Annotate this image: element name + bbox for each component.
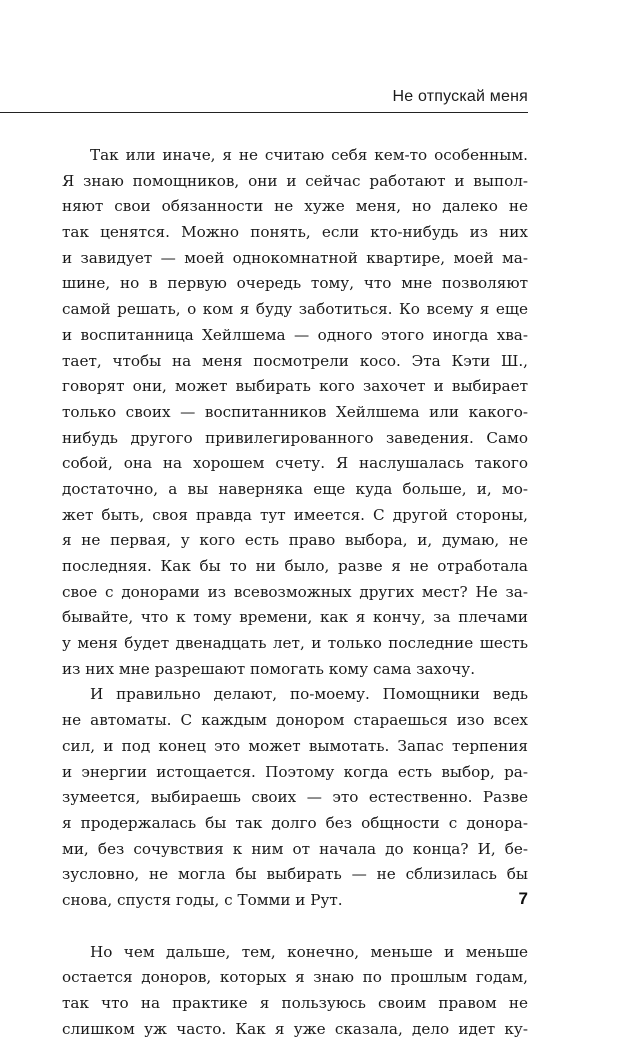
- text-line: и воспитанница Хейлшема — одного этого иногда хва-: [62, 325, 528, 344]
- text-line: слишком уж часто. Как я уже сказала, дело идет ку-: [62, 1019, 528, 1038]
- text-line: ми, без сочувствия к ним от начала до конца? И, бе-: [62, 839, 528, 858]
- section-break: [62, 914, 528, 940]
- text-line: тает, чтобы на меня посмотрели косо. Эта Кэти Ш.,: [62, 351, 528, 370]
- text-line: говорят они, может выбирать кого захочет и выбирает: [62, 377, 528, 396]
- text-line: у меня будет двенадцать лет, и только последние шесть: [62, 634, 528, 653]
- text-line: собой, она на хорошем счету. Я наслушалась такого: [62, 454, 528, 473]
- text-line: Но чем дальше, тем, конечно, меньше и меньше: [90, 942, 528, 961]
- text-line: последняя. Как бы то ни было, разве я не отработала: [62, 557, 528, 575]
- text-line: не автоматы. С каждым донором стараешься изо всех: [62, 711, 528, 730]
- running-header: [0, 72, 528, 113]
- page-body: [62, 143, 528, 1042]
- text-line: самой решать, о ком я буду заботиться. Ко всему я еще: [62, 300, 528, 319]
- paragraph-1: [62, 143, 528, 682]
- text-line: свое с донорами из всевозможных других мест? Не за-: [62, 582, 528, 601]
- text-line: только своих — воспитанников Хейлшема или какого-: [62, 402, 528, 421]
- text-line: няют свои обязанности не хуже меня, но далеко не: [62, 197, 528, 216]
- page-number: 7: [518, 889, 528, 908]
- text-line: так ценятся. Можно понять, если кто-нибудь из них: [62, 223, 528, 242]
- text-line: зусловно, не могла бы выбирать — не сблизилась бы: [62, 865, 528, 884]
- text-line: Я знаю помощников, они и сейчас работают и выпол-: [62, 171, 528, 190]
- text-line: шине, но в первую очередь тому, что мне позволяют: [62, 274, 528, 293]
- text-line: нибудь другого привилегированного заведения. Само: [62, 428, 528, 447]
- text-line: И правильно делают, по-моему. Помощники ведь: [90, 685, 528, 704]
- text-line: из них мне разрешают помогать кому сама захочу.: [62, 659, 476, 678]
- text-line: зумеется, выбираешь своих — это естественно. Разве: [62, 788, 528, 807]
- text-line: Так или иначе, я не считаю себя кем-то особенным.: [90, 146, 528, 164]
- text-line: и завидует — моей однокомнатной квартире, моей ма-: [62, 248, 528, 267]
- text-line: сил, и под конец это может вымотать. Запас терпения: [62, 736, 528, 755]
- text-line: так что на практике я пользуюсь своим правом не: [62, 994, 528, 1012]
- paragraph-2: [62, 682, 528, 913]
- text-line: я не первая, у кого есть право выбора, и, думаю, не: [62, 531, 528, 550]
- text-line: бывайте, что к тому времени, как я кончу, за плечами: [62, 608, 528, 627]
- text-line: и энергии истощается. Поэтому когда есть выбор, ра-: [62, 762, 528, 781]
- text-line: остается доноров, которых я знаю по прошлым годам,: [62, 968, 528, 987]
- text-line: достаточно, а вы наверняка еще куда больше, и, мо-: [62, 479, 528, 498]
- text-line: жет быть, своя правда тут имеется. С другой стороны,: [62, 505, 528, 524]
- paragraph-3: [62, 940, 528, 1042]
- text-line: я продержалась бы так долго без общности с донора-: [62, 813, 528, 832]
- running-title: Не отпускай меня: [392, 88, 528, 105]
- text-line: снова, спустя годы, с Томми и Рут.: [62, 890, 343, 909]
